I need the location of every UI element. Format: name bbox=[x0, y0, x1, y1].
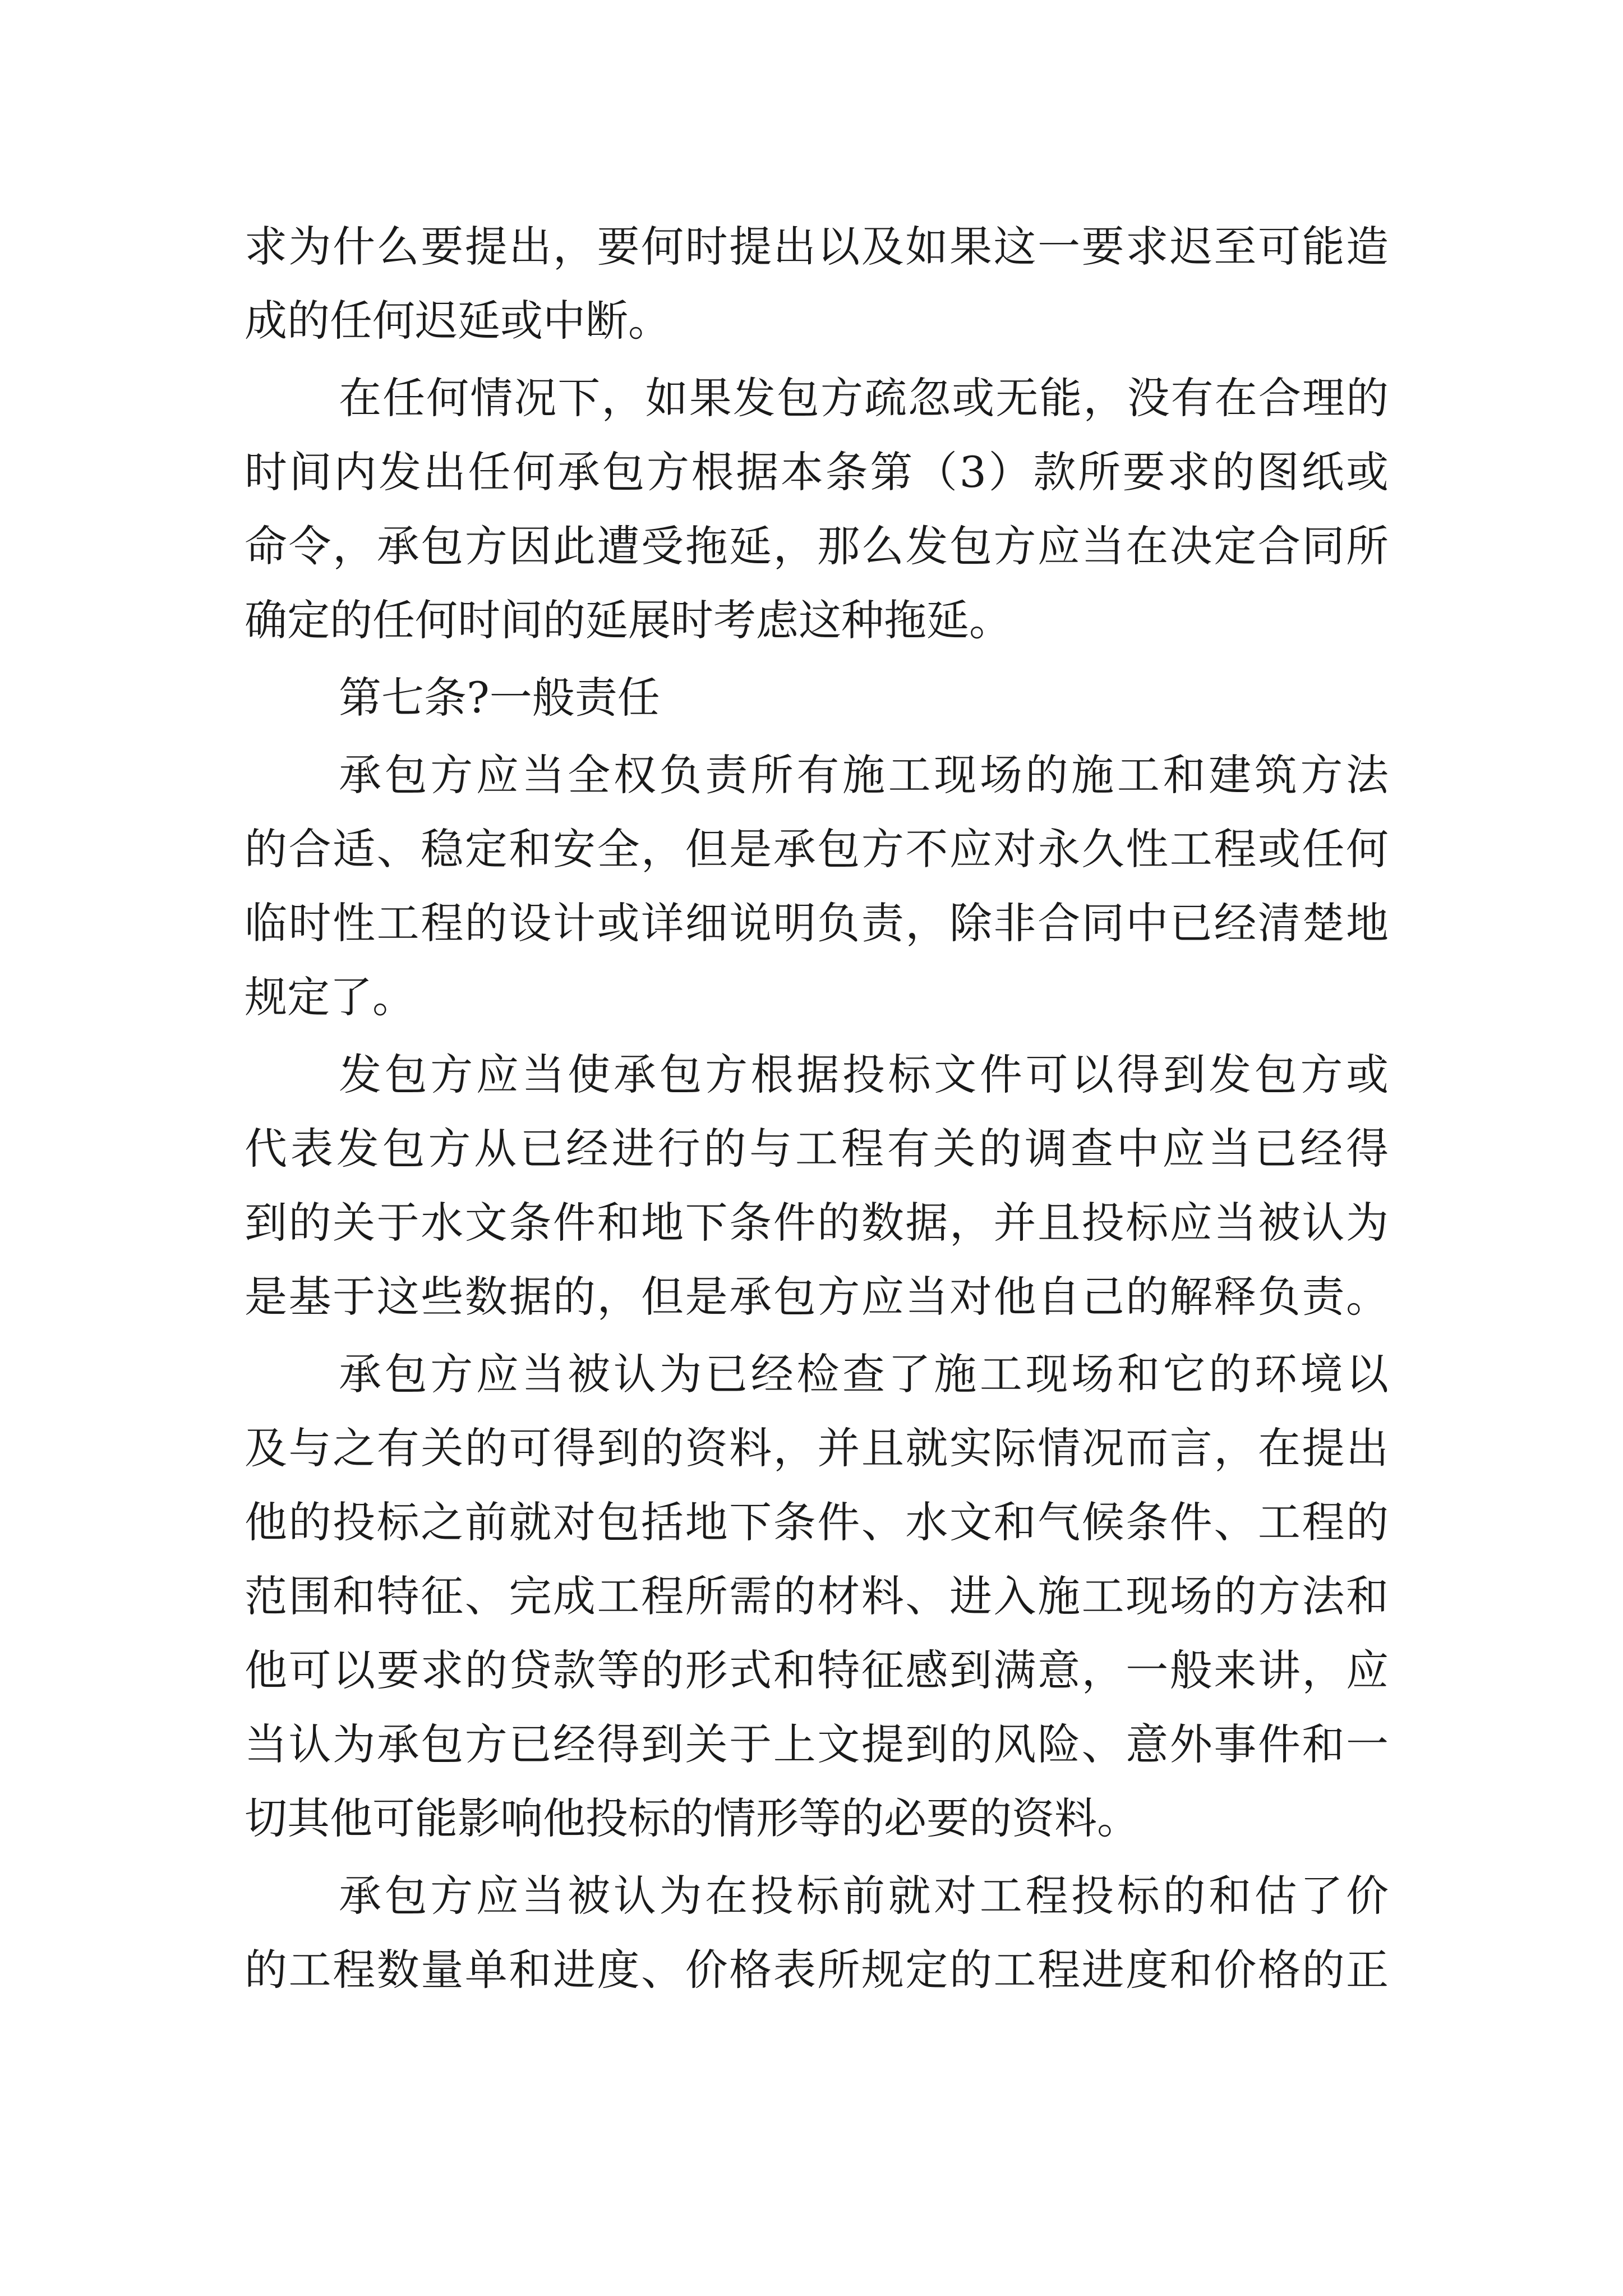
text-line: 成的任何迟延或中断。 bbox=[245, 296, 671, 346]
text-line: 到的关于水文条件和地下条件的数据，并且投标应当被认为 bbox=[245, 1198, 1389, 1248]
section-heading: 第七条?一般责任 bbox=[339, 673, 660, 723]
text-line: 时间内发出任何承包方根据本条第（3）款所要求的图纸或 bbox=[245, 447, 1389, 497]
text-line: 他可以要求的贷款等的形式和特征感到满意，一般来讲，应 bbox=[245, 1645, 1389, 1695]
text-line: 及与之有关的可得到的资料，并且就实际情况而言，在提出 bbox=[245, 1423, 1389, 1473]
text-line: 切其他可能影响他投标的情形等的必要的资料。 bbox=[245, 1793, 1140, 1843]
paragraph-first-line: 在任何情况下，如果发包方疏忽或无能，没有在合理的 bbox=[339, 373, 1389, 423]
text-line: 确定的任何时间的延展时考虑这种拖延。 bbox=[245, 595, 1012, 645]
paragraph-first-line: 承包方应当全权负责所有施工现场的施工和建筑方法 bbox=[339, 750, 1389, 800]
text-line: 当认为承包方已经得到关于上文提到的风险、意外事件和一 bbox=[245, 1719, 1389, 1769]
text-line: 求为什么要提出，要何时提出以及如果这一要求迟至可能造 bbox=[245, 222, 1389, 272]
text-line: 的合适、稳定和安全，但是承包方不应对永久性工程或任何 bbox=[245, 824, 1389, 874]
text-line: 他的投标之前就对包括地下条件、水文和气候条件、工程的 bbox=[245, 1497, 1389, 1547]
text-line: 临时性工程的设计或详细说明负责，除非合同中已经清楚地 bbox=[245, 898, 1389, 948]
paragraph-first-line: 承包方应当被认为已经检查了施工现场和它的环境以 bbox=[339, 1349, 1389, 1399]
text-line: 代表发包方从已经进行的与工程有关的调查中应当已经得 bbox=[245, 1124, 1389, 1174]
text-line: 的工程数量单和进度、价格表所规定的工程进度和价格的正 bbox=[245, 1945, 1389, 1995]
text-line: 命令，承包方因此遭受拖延，那么发包方应当在决定合同所 bbox=[245, 521, 1389, 571]
paragraph-first-line: 承包方应当被认为在投标前就对工程投标的和估了价 bbox=[339, 1871, 1389, 1921]
text-line: 范围和特征、完成工程所需的材料、进入施工现场的方法和 bbox=[245, 1571, 1389, 1621]
text-line: 规定了。 bbox=[245, 972, 415, 1022]
text-line: 是基于这些数据的，但是承包方应当对他自己的解释负责。 bbox=[245, 1272, 1389, 1322]
paragraph-first-line: 发包方应当使承包方根据投标文件可以得到发包方或 bbox=[339, 1050, 1389, 1099]
